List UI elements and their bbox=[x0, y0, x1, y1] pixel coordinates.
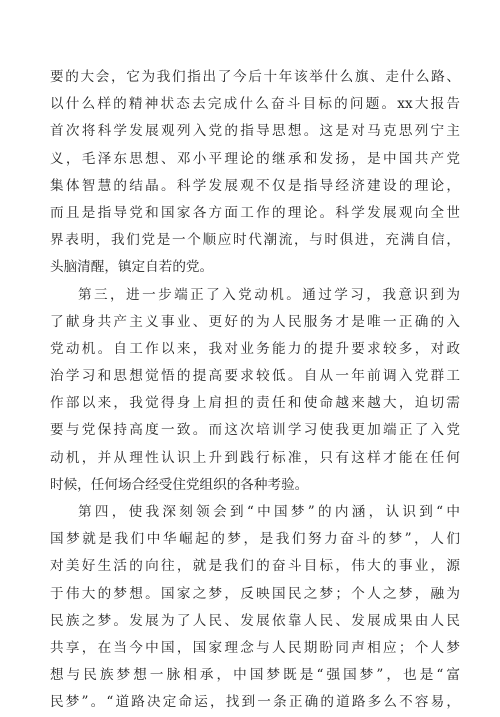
text-line: 要与党保持高度一致。而这次培训学习使我更加端正了入党 bbox=[50, 422, 460, 439]
text-line: 时候，任何场合经受住党组织的各种考验。 bbox=[50, 476, 309, 493]
text-line: 民族之梦。发展为了人民、发展依靠人民、发展成果由人民 bbox=[50, 612, 460, 629]
text-line: 国梦就是我们中华崛起的梦，是我们努力奋斗的梦”，人们 bbox=[50, 531, 460, 548]
text-line: 而且是指导党和国家各方面工作的理论。科学发展观向全世 bbox=[50, 204, 460, 221]
text-line: 了献身共产主义事业、更好的为人民服务才是唯一正确的入 bbox=[50, 313, 460, 330]
text-line: 集体智慧的结晶。科学发展观不仅是指导经济建设的理论， bbox=[50, 177, 460, 194]
text-line: 首次将科学发展观列入党的指导思想。这是对马克思列宁主 bbox=[50, 123, 460, 140]
text-line: 民梦”。“道路决定命运，找到一条正确的道路多么不容易， bbox=[50, 694, 460, 711]
text-line: 治学习和思想觉悟的提高要求较低。自从一年前调入党群工 bbox=[50, 368, 460, 385]
text-line: 动机，并从理性认识上升到践行标准，只有这样才能在任何 bbox=[50, 449, 460, 466]
text-line: 作部以来，我觉得身上肩担的责任和使命越来越大，迫切需 bbox=[50, 395, 460, 412]
text-line: 想与民族梦想一脉相承，中国梦既是“强国梦”，也是“富 bbox=[50, 667, 460, 684]
text-line: 要的大会，它为我们指出了今后十年该举什么旗、走什么路、 bbox=[50, 69, 460, 85]
text-line: 对美好生活的向往，就是我们的奋斗目标，伟大的事业，源 bbox=[50, 558, 460, 575]
text-line: 界表明，我们党是一个顺应时代潮流，与时俱进，充满自信， bbox=[50, 232, 460, 249]
text-line: 于伟大的梦想。国家之梦，反映国民之梦；个人之梦，融为 bbox=[50, 585, 460, 602]
text-line: 头脑清醒，镇定自若的党。 bbox=[50, 259, 214, 276]
text-line: 党动机。自工作以来，我对业务能力的提升要求较多，对政 bbox=[50, 340, 460, 357]
text-line: 共享，在当今中国，国家理念与人民期盼同声相应；个人梦 bbox=[50, 639, 460, 656]
paragraph-start-line: 第三，进一步端正了入党动机。通过学习，我意识到为 bbox=[78, 286, 460, 303]
paragraph-start-line: 第四，使我深刻领会到“中国梦”的内涵，认识到“中 bbox=[78, 504, 460, 520]
text-line: 以什么样的精神状态去完成什么奋斗目标的问题。xx大报告 bbox=[50, 96, 460, 113]
text-line: 义，毛泽东思想、邓小平理论的继承和发扬，是中国共产党 bbox=[50, 150, 460, 167]
body-text bbox=[50, 64, 460, 717]
